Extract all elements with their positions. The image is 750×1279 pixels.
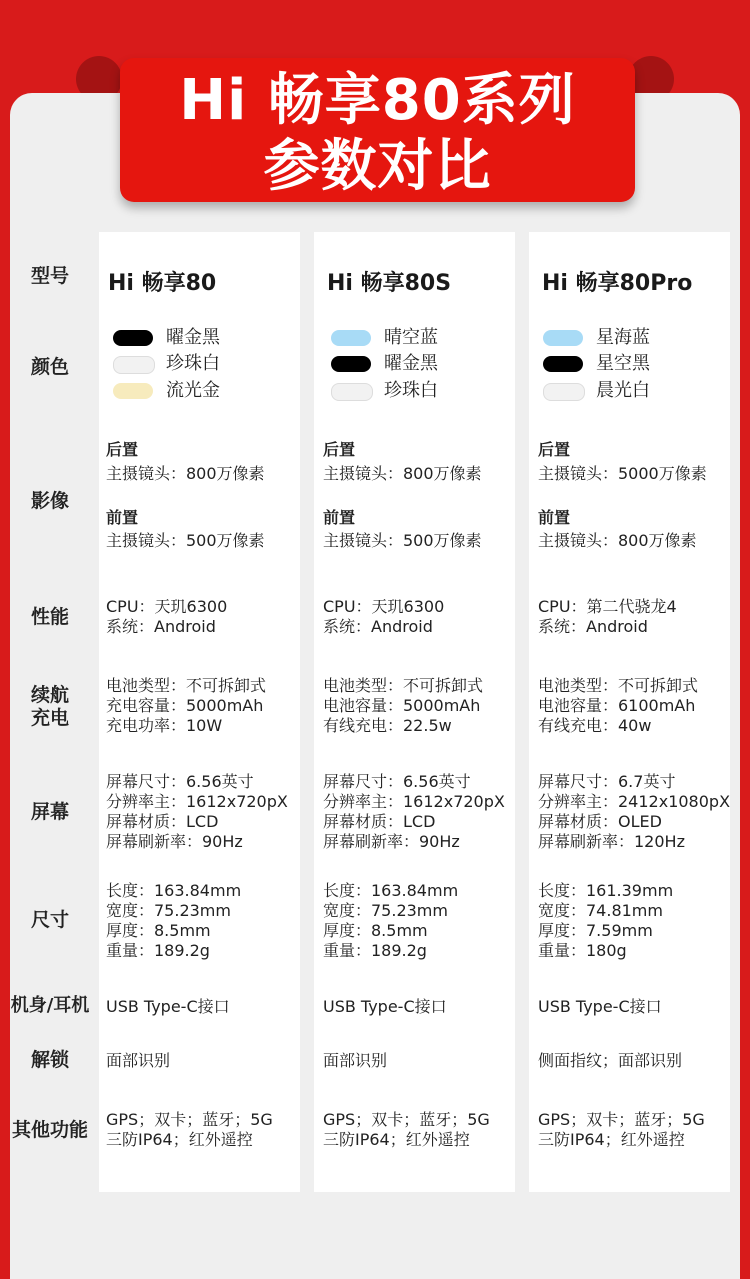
charging: 有线充电：22.5w <box>323 716 452 735</box>
label-screen: 屏幕 <box>30 801 69 823</box>
color-swatch <box>331 356 371 372</box>
thickness: 厚度：8.5mm <box>323 921 428 940</box>
weight: 重量：189.2g <box>106 941 210 960</box>
color-swatch <box>331 383 373 401</box>
front-camera-value: 主摄镜头：500万像素 <box>323 531 482 550</box>
color-name: 流光金 <box>166 380 220 401</box>
color-swatch <box>113 383 153 399</box>
cpu-value: CPU：天玑6300 <box>106 597 228 616</box>
front-camera-value: 主摄镜头：500万像素 <box>106 531 265 550</box>
port: USB Type-C接口 <box>323 997 447 1016</box>
port: USB Type-C接口 <box>106 997 230 1016</box>
charging: 充电功率：10W <box>106 716 223 735</box>
other-features-1: GPS；双卡；蓝牙；5G <box>106 1110 273 1129</box>
os-value: 系统：Android <box>538 617 648 636</box>
screen-material: 屏幕材质：LCD <box>106 812 219 831</box>
rear-camera-label: 后置 <box>323 440 356 459</box>
screen-size: 屏幕尺寸：6.7英寸 <box>538 772 676 791</box>
label-other: 其他功能 <box>11 1119 88 1141</box>
title-banner <box>120 58 635 202</box>
color-name: 星空黑 <box>596 353 650 374</box>
rear-camera-value: 主摄镜头：800万像素 <box>106 464 265 483</box>
model-name: Hi 畅享80S <box>327 271 452 296</box>
battery-type: 电池类型：不可拆卸式 <box>106 676 267 695</box>
screen-refresh: 屏幕刷新率：120Hz <box>538 832 685 851</box>
label-battery-2: 充电 <box>30 707 69 729</box>
other-features-2: 三防IP64；红外遥控 <box>323 1130 470 1149</box>
charging: 有线充电：40w <box>538 716 652 735</box>
other-features-2: 三防IP64；红外遥控 <box>538 1130 685 1149</box>
label-color: 颜色 <box>30 356 69 378</box>
rear-camera-value: 主摄镜头：800万像素 <box>323 464 482 483</box>
screen-size: 屏幕尺寸：6.56英寸 <box>323 772 471 791</box>
label-unlock: 解锁 <box>30 1049 69 1071</box>
unlock: 面部识别 <box>106 1051 171 1070</box>
battery-capacity: 电池容量：5000mAh <box>323 696 481 715</box>
screen-resolution: 分辨率主：1612x720pX <box>106 792 288 811</box>
width: 宽度：74.81mm <box>538 901 663 920</box>
rear-camera-label: 后置 <box>106 440 139 459</box>
weight: 重量：180g <box>538 941 627 960</box>
width: 宽度：75.23mm <box>106 901 231 920</box>
thickness: 厚度：8.5mm <box>106 921 211 940</box>
color-swatch <box>113 356 155 374</box>
label-performance: 性能 <box>30 606 69 628</box>
label-model: 型号 <box>30 265 69 287</box>
color-swatch <box>543 330 583 346</box>
screen-refresh: 屏幕刷新率：90Hz <box>323 832 460 851</box>
other-features-1: GPS；双卡；蓝牙；5G <box>538 1110 705 1129</box>
label-battery-1: 续航 <box>30 684 69 706</box>
title-line-2: 参数对比 <box>263 134 492 199</box>
front-camera-label: 前置 <box>538 508 571 527</box>
port: USB Type-C接口 <box>538 997 662 1016</box>
os-value: 系统：Android <box>323 617 433 636</box>
battery-capacity: 电池容量：6100mAh <box>538 696 696 715</box>
unlock: 面部识别 <box>323 1051 388 1070</box>
front-camera-label: 前置 <box>106 508 139 527</box>
color-name: 曜金黑 <box>166 327 220 348</box>
label-camera: 影像 <box>30 490 69 512</box>
unlock: 侧面指纹；面部识别 <box>538 1051 683 1070</box>
other-features-2: 三防IP64；红外遥控 <box>106 1130 253 1149</box>
rear-camera-label: 后置 <box>538 440 571 459</box>
color-name: 晴空蓝 <box>384 327 438 348</box>
cpu-value: CPU：天玑6300 <box>323 597 445 616</box>
front-camera-label: 前置 <box>323 508 356 527</box>
color-name: 晨光白 <box>596 380 650 401</box>
color-name: 珍珠白 <box>384 380 438 401</box>
length: 长度：161.39mm <box>538 881 674 900</box>
label-port: 机身/耳机 <box>10 995 90 1016</box>
color-name: 星海蓝 <box>596 327 650 348</box>
screen-size: 屏幕尺寸：6.56英寸 <box>106 772 254 791</box>
label-size: 尺寸 <box>30 909 69 931</box>
screen-material: 屏幕材质：LCD <box>323 812 436 831</box>
length: 长度：163.84mm <box>106 881 242 900</box>
color-swatch <box>113 330 153 346</box>
thickness: 厚度：7.59mm <box>538 921 653 940</box>
screen-resolution: 分辨率主：2412x1080pX <box>538 792 731 811</box>
cpu-value: CPU：第二代骁龙4 <box>538 597 677 616</box>
front-camera-value: 主摄镜头：800万像素 <box>538 531 697 550</box>
model-name: Hi 畅享80Pro <box>542 271 693 296</box>
color-swatch <box>331 330 371 346</box>
battery-capacity: 充电容量：5000mAh <box>106 696 264 715</box>
width: 宽度：75.23mm <box>323 901 448 920</box>
other-features-1: GPS；双卡；蓝牙；5G <box>323 1110 490 1129</box>
weight: 重量：189.2g <box>323 941 427 960</box>
screen-refresh: 屏幕刷新率：90Hz <box>106 832 243 851</box>
color-name: 珍珠白 <box>166 353 220 374</box>
screen-resolution: 分辨率主：1612x720pX <box>323 792 505 811</box>
color-name: 曜金黑 <box>384 353 438 374</box>
length: 长度：163.84mm <box>323 881 459 900</box>
color-swatch <box>543 383 585 401</box>
battery-type: 电池类型：不可拆卸式 <box>538 676 699 695</box>
screen-material: 屏幕材质：OLED <box>538 812 662 831</box>
model-name: Hi 畅享80 <box>108 271 217 296</box>
title-line-1: Hi 畅享80系列 <box>179 68 576 133</box>
os-value: 系统：Android <box>106 617 216 636</box>
color-swatch <box>543 356 583 372</box>
rear-camera-value: 主摄镜头：5000万像素 <box>538 464 707 483</box>
battery-type: 电池类型：不可拆卸式 <box>323 676 484 695</box>
